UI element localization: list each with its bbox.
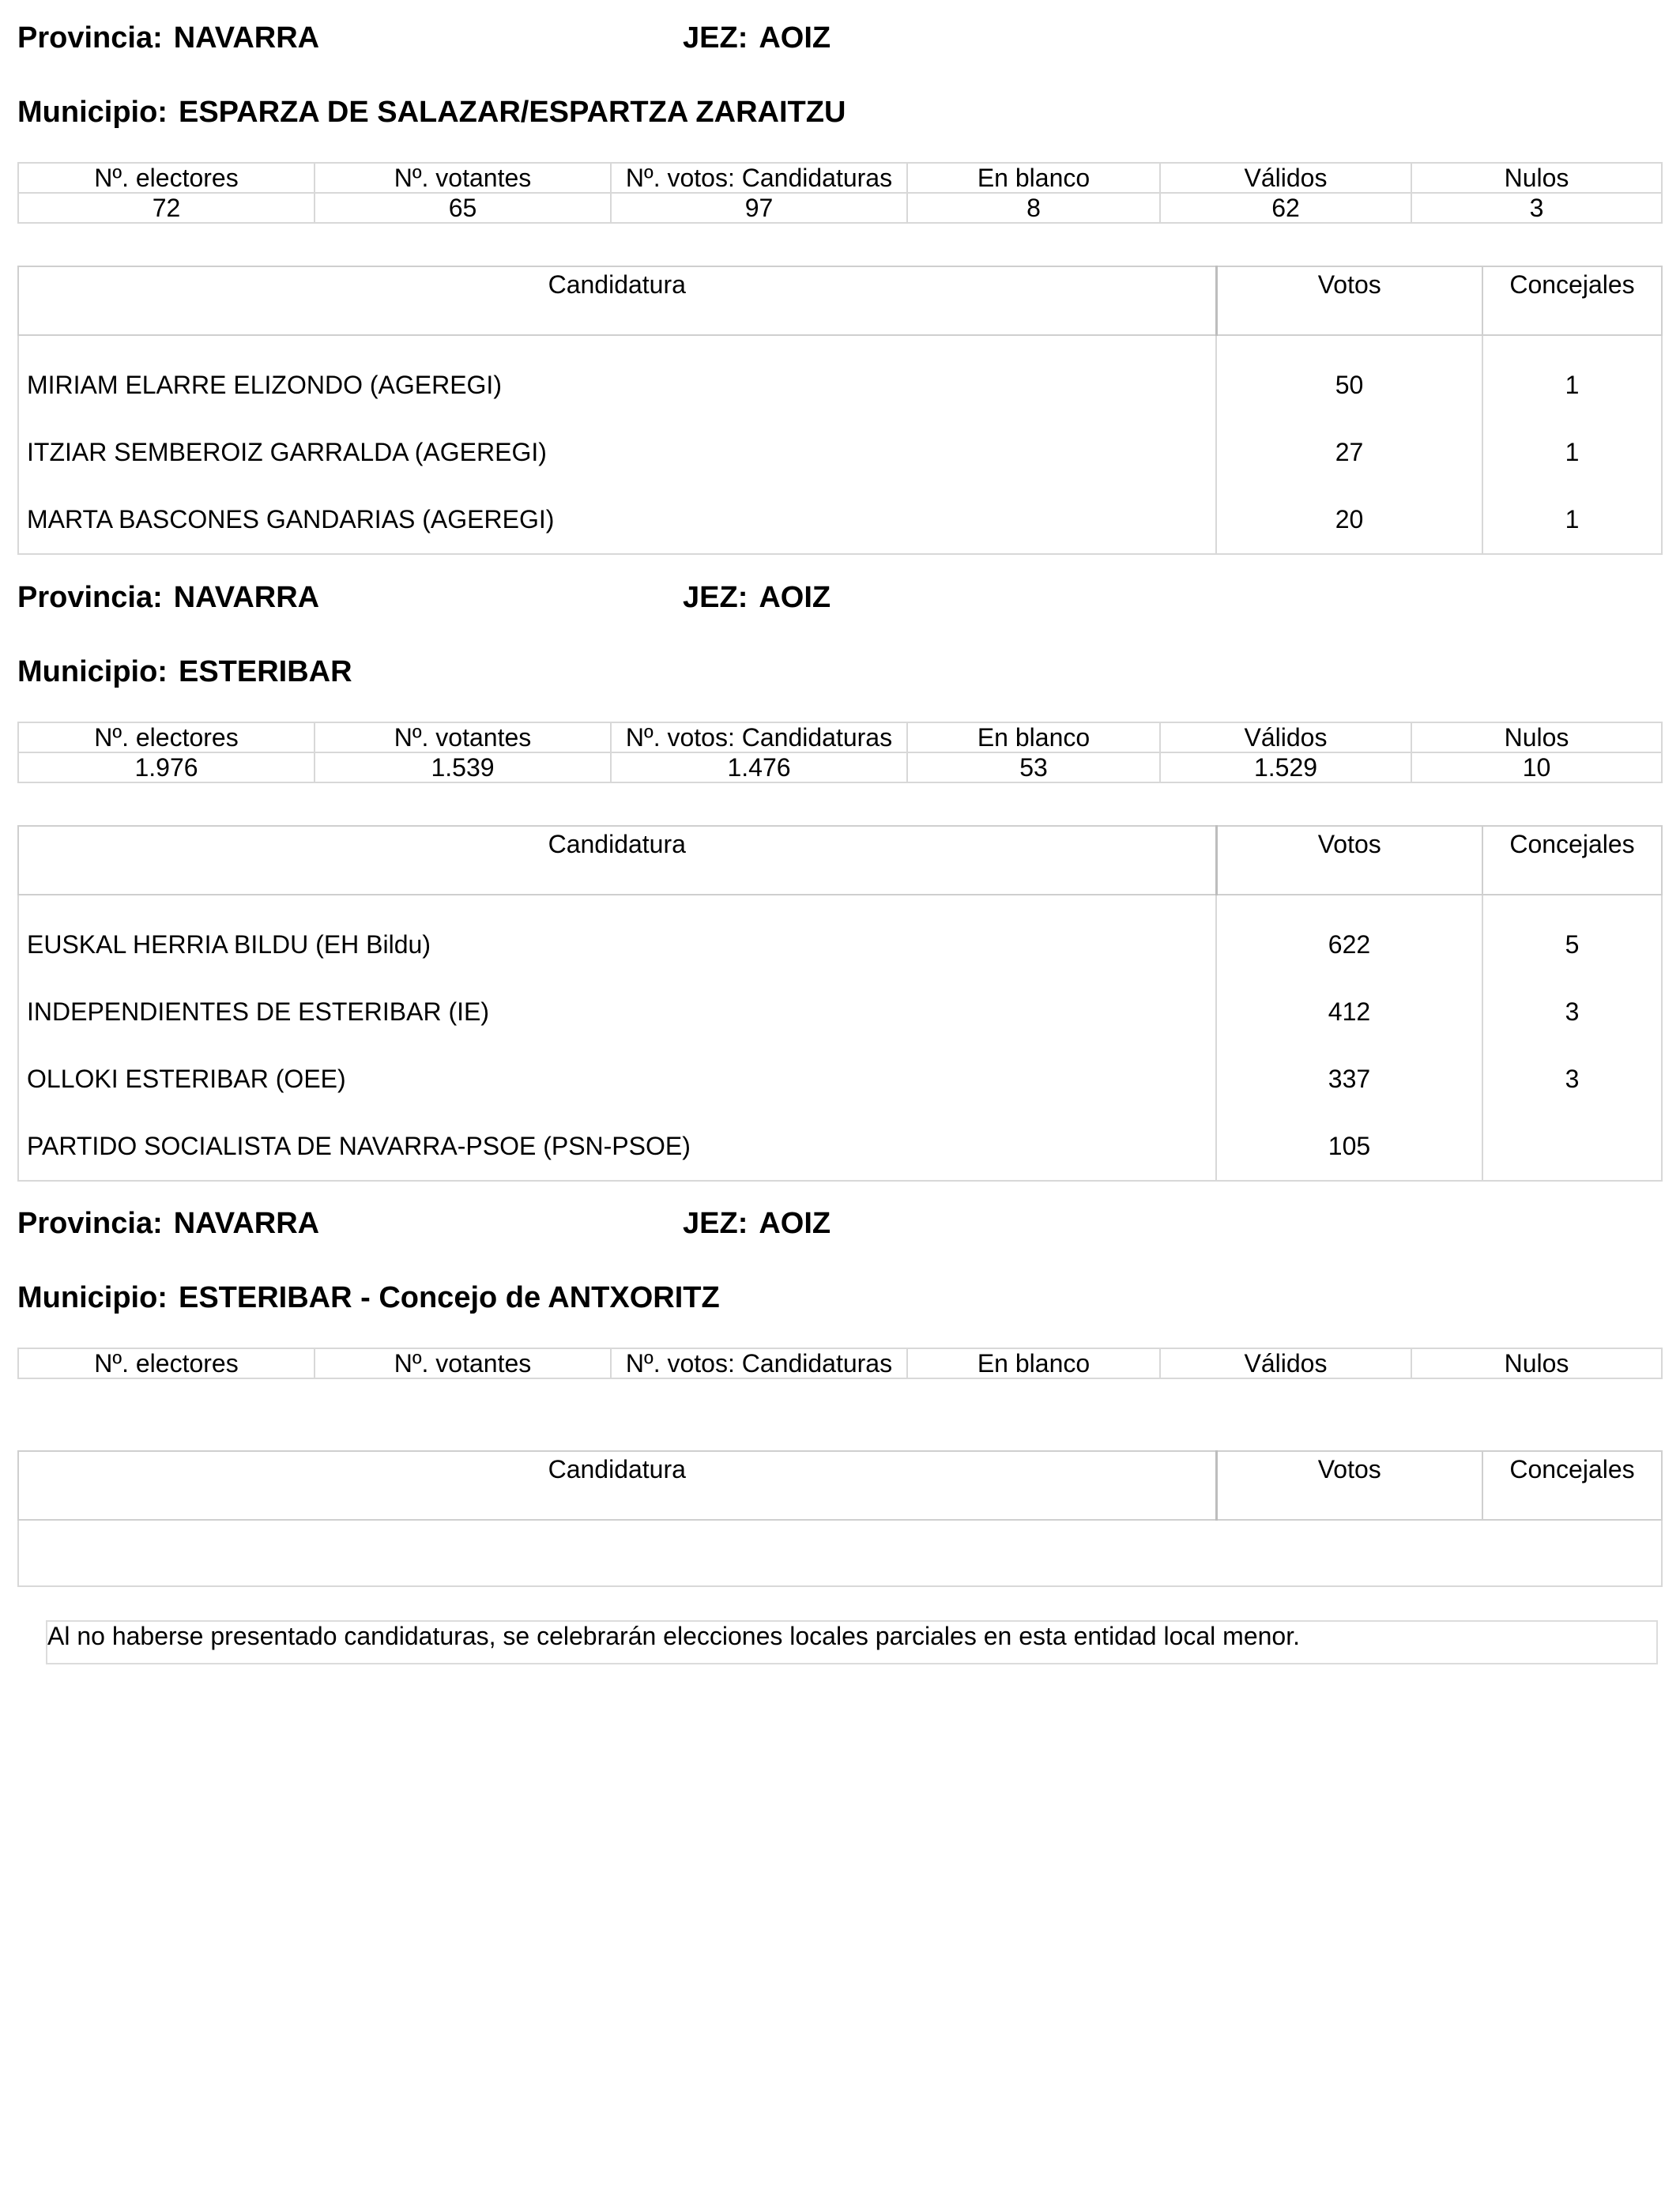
- stats-value-en-blanco: 53: [907, 752, 1160, 782]
- stats-header-nulos: Nulos: [1411, 1348, 1662, 1378]
- candidatura-votos: 412: [1216, 978, 1482, 1046]
- municipio-value: ESPARZA DE SALAZAR/ESPARTZA ZARAITZU: [178, 96, 846, 129]
- header-votos: Votos: [1216, 1451, 1482, 1520]
- header-votos: Votos: [1216, 826, 1482, 895]
- candidaturas-table: [17, 825, 1663, 1182]
- candidatura-votos: 105: [1216, 1113, 1482, 1181]
- stats-header-validos: Válidos: [1160, 163, 1411, 193]
- candidatura-concejales: 1: [1482, 419, 1662, 486]
- stats-value-nulos: 3: [1411, 193, 1662, 223]
- header-candidatura: Candidatura: [18, 826, 1216, 895]
- stats-value-electores: 1.976: [18, 752, 315, 782]
- candidatura-votos: 20: [1216, 486, 1482, 554]
- no-candidaturas-note: Al no haberse presentado candidaturas, se celebrarán elecciones locales parciales en esta entidad local menor.: [46, 1620, 1658, 1664]
- jez-label: JEZ:: [683, 1207, 748, 1240]
- stats-value-votos-candidaturas: 97: [611, 193, 907, 223]
- jez-value: AOIZ: [759, 581, 831, 614]
- provincia-label: Provincia:: [17, 581, 163, 614]
- header-concejales: Concejales: [1482, 826, 1662, 895]
- stats-value-validos: 62: [1160, 193, 1411, 223]
- stats-header-row: [18, 722, 1662, 752]
- provincia-value: NAVARRA: [173, 1207, 320, 1240]
- stats-value-row: [18, 752, 1662, 782]
- header-candidatura: Candidatura: [18, 1451, 1216, 1520]
- provincia-value: NAVARRA: [173, 21, 320, 55]
- candidatura-nombre: MARTA BASCONES GANDARIAS (AGEREGI): [18, 486, 1216, 554]
- candidaturas-header-row: [18, 826, 1662, 895]
- provincia-value: NAVARRA: [173, 581, 320, 614]
- candidatura-votos: 337: [1216, 1046, 1482, 1113]
- stats-header-nulos: Nulos: [1411, 163, 1662, 193]
- provincia-label: Provincia:: [17, 1207, 163, 1240]
- provincia-header: [17, 1206, 319, 1241]
- candidaturas-header-row: [18, 1451, 1662, 1520]
- candidatura-empty-row: [18, 1520, 1662, 1586]
- provincia-label: Provincia:: [17, 21, 163, 55]
- candidatura-nombre: EUSKAL HERRIA BILDU (EH Bildu): [18, 895, 1216, 978]
- stats-header-en-blanco: En blanco: [907, 163, 1160, 193]
- jez-value: AOIZ: [759, 1207, 831, 1240]
- jez-label: JEZ:: [683, 581, 748, 614]
- stats-header-votantes: Nº. votantes: [315, 1348, 611, 1378]
- candidatura-concejales: 5: [1482, 895, 1662, 978]
- stats-header-nulos: Nulos: [1411, 722, 1662, 752]
- municipio-header: [17, 1280, 720, 1315]
- jez-header: [683, 580, 831, 615]
- candidatura-nombre: OLLOKI ESTERIBAR (OEE): [18, 1046, 1216, 1113]
- provincia-header: [17, 21, 319, 55]
- candidatura-votos: 50: [1216, 335, 1482, 419]
- candidaturas-header-row: [18, 266, 1662, 335]
- candidatura-concejales: 1: [1482, 335, 1662, 419]
- candidatura-nombre: MIRIAM ELARRE ELIZONDO (AGEREGI): [18, 335, 1216, 419]
- candidatura-votos: 27: [1216, 419, 1482, 486]
- stats-header-electores: Nº. electores: [18, 722, 315, 752]
- stats-value-en-blanco: 8: [907, 193, 1160, 223]
- stats-header-en-blanco: En blanco: [907, 722, 1160, 752]
- stats-value-electores: 72: [18, 193, 315, 223]
- municipio-value: ESTERIBAR - Concejo de ANTXORITZ: [178, 1281, 720, 1314]
- stats-header-en-blanco: En blanco: [907, 1348, 1160, 1378]
- header-candidatura: Candidatura: [18, 266, 1216, 335]
- stats-header-electores: Nº. electores: [18, 1348, 315, 1378]
- stats-value-votantes: 1.539: [315, 752, 611, 782]
- candidatura-votos: 622: [1216, 895, 1482, 978]
- candidatura-row: [18, 978, 1662, 1046]
- candidaturas-table: [17, 1450, 1663, 1587]
- candidatura-row: [18, 335, 1662, 419]
- municipio-label: Municipio:: [17, 1281, 168, 1314]
- stats-value-row: [18, 193, 1662, 223]
- candidatura-concejales: [1482, 1113, 1662, 1181]
- stats-header-votos-candidaturas: Nº. votos: Candidaturas: [611, 163, 907, 193]
- candidaturas-table: [17, 266, 1663, 555]
- header-concejales: Concejales: [1482, 1451, 1662, 1520]
- provincia-header: [17, 580, 319, 615]
- municipio-header: [17, 95, 846, 130]
- candidatura-concejales: 3: [1482, 1046, 1662, 1113]
- stats-value-nulos: 10: [1411, 752, 1662, 782]
- candidatura-row: [18, 1113, 1662, 1181]
- stats-table: [17, 722, 1663, 783]
- stats-value-votantes: 65: [315, 193, 611, 223]
- header-votos: Votos: [1216, 266, 1482, 335]
- stats-header-votos-candidaturas: Nº. votos: Candidaturas: [611, 722, 907, 752]
- stats-header-electores: Nº. electores: [18, 163, 315, 193]
- candidatura-concejales: 1: [1482, 486, 1662, 554]
- header-concejales: Concejales: [1482, 266, 1662, 335]
- jez-value: AOIZ: [759, 21, 831, 55]
- jez-label: JEZ:: [683, 21, 748, 55]
- municipio-header: [17, 654, 352, 689]
- candidatura-nombre: INDEPENDIENTES DE ESTERIBAR (IE): [18, 978, 1216, 1046]
- stats-value-votos-candidaturas: 1.476: [611, 752, 907, 782]
- candidatura-empty-cell: [18, 1520, 1662, 1586]
- candidatura-nombre: ITZIAR SEMBEROIZ GARRALDA (AGEREGI): [18, 419, 1216, 486]
- stats-header-validos: Válidos: [1160, 1348, 1411, 1378]
- stats-header-votos-candidaturas: Nº. votos: Candidaturas: [611, 1348, 907, 1378]
- stats-table: [17, 1348, 1663, 1379]
- stats-header-row: [18, 163, 1662, 193]
- jez-header: [683, 1206, 831, 1241]
- municipio-label: Municipio:: [17, 96, 168, 129]
- candidatura-row: [18, 895, 1662, 978]
- municipio-label: Municipio:: [17, 655, 168, 688]
- candidatura-nombre: PARTIDO SOCIALISTA DE NAVARRA-PSOE (PSN-PSOE): [18, 1113, 1216, 1181]
- candidatura-concejales: 3: [1482, 978, 1662, 1046]
- stats-value-validos: 1.529: [1160, 752, 1411, 782]
- candidatura-row: [18, 486, 1662, 554]
- candidatura-row: [18, 419, 1662, 486]
- stats-header-votantes: Nº. votantes: [315, 163, 611, 193]
- stats-header-row: [18, 1348, 1662, 1378]
- municipio-value: ESTERIBAR: [178, 655, 352, 688]
- stats-header-votantes: Nº. votantes: [315, 722, 611, 752]
- stats-table: [17, 162, 1663, 224]
- stats-header-validos: Válidos: [1160, 722, 1411, 752]
- jez-header: [683, 21, 831, 55]
- candidatura-row: [18, 1046, 1662, 1113]
